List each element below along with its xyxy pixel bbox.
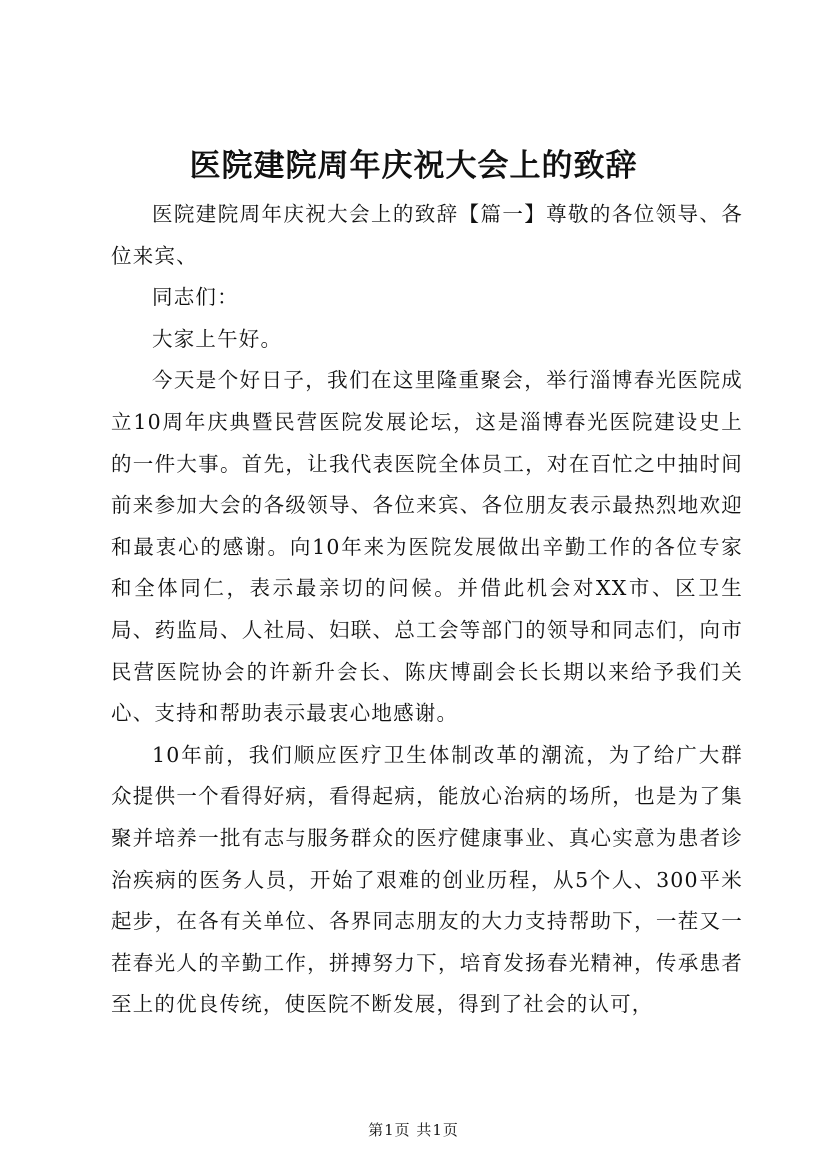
paragraph-history: 10年前，我们顺应医疗卫生体制改革的潮流，为了给广大群众提供一个看得好病，看得起病，能放心治病的场所，也是为了集聚并培养一批有志与服务群众的医疗健康事业、真心实意为患者诊治疾病的医务人员，开始了艰难的创业历程，从5个人、300平米起步，在各有关单位、各界同志朋友的大力支持帮助下，一茬又一茬春光人的辛勤工作，拼搏努力下，培育发扬春光精神，传承患者至上的优良传统，使医院不断发展，得到了社会的认可， [111, 742, 743, 1017]
page-footer: 第1页 共1页 [368, 1121, 459, 1139]
paragraph-good-morning: 大家上午好。 [152, 326, 283, 351]
paragraph-today: 今天是个好日子，我们在这里隆重聚会，举行淄博春光医院成立10周年庆典暨民营医院发展论坛，这是淄博春光医院建设史上的一件大事。首先，让我代表医院全体员工，对在百忙之中抽时间前来参加大会的各级领导、各位来宾、各位朋友表示最热烈地欢迎和最衷心的感谢。向10年来为医院发展做出辛勤工作的各位专家和全体同仁，表示最亲切的问候。并借此机会对XX市、区卫生局、药监局、人社局、妇联、总工会等部门的领导和同志们，向市民营医院协会的许新升会长、陈庆博副会长长期以来给予我们关心、支持和帮助表示最衷心地感谢。 [111, 368, 743, 726]
document-title: 医院建院周年庆祝大会上的致辞 [189, 148, 638, 184]
paragraph-comrades: 同志们： [152, 285, 239, 310]
document-body [111, 194, 743, 1026]
paragraph-greeting: 医院建院周年庆祝大会上的致辞【篇一】尊敬的各位领导、各位来宾、 [111, 202, 743, 268]
